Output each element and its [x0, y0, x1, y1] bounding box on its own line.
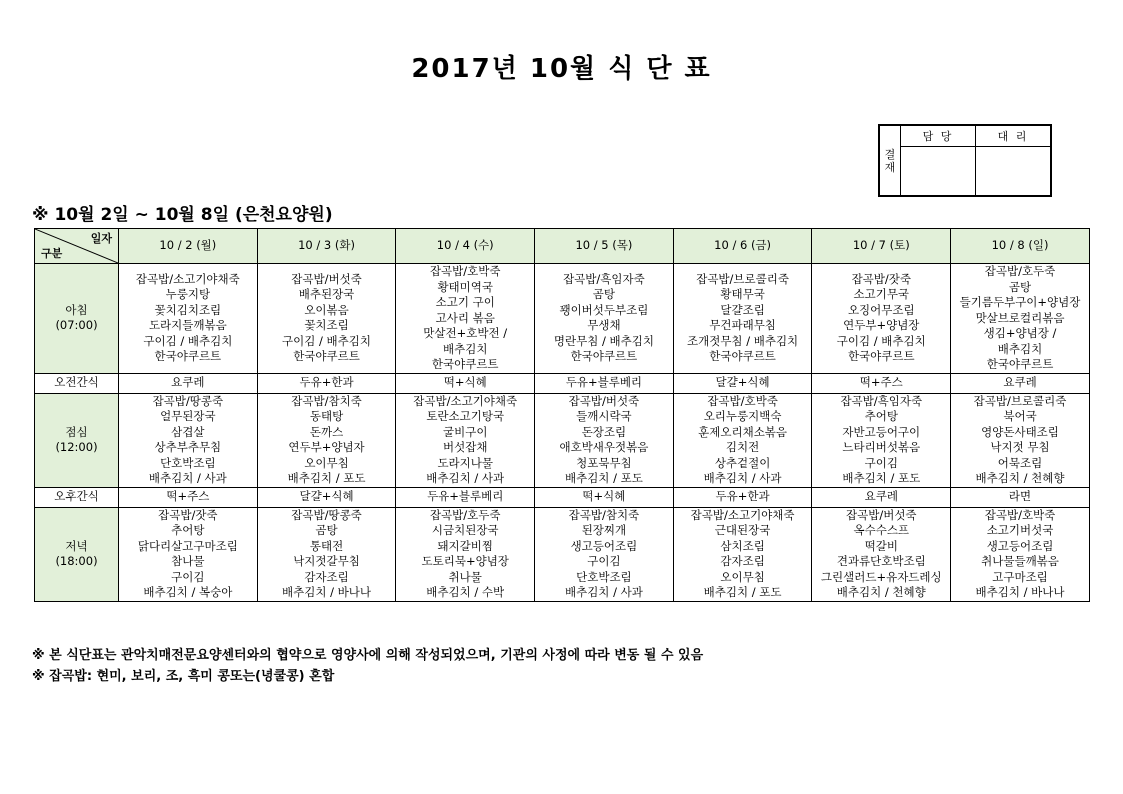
footer-note: ※ 잡곡밥: 현미, 보리, 조, 흑미 콩또는(녕쿨콩) 혼합 [32, 669, 335, 684]
meal-cell [119, 264, 258, 374]
page-title: 2017년 10월 식 단 표 [411, 54, 712, 84]
menu-item: 옥수수스프 [853, 523, 910, 537]
menu-item: 잡곡밥/브로콜리죽 [696, 271, 789, 286]
day-header-cell: 10 / 2 (월) [119, 229, 258, 264]
approval-signature-cell [976, 147, 1051, 196]
menu-item: 배추된장국 [298, 287, 355, 302]
snack-cell: 두유+블루베리 [396, 487, 535, 507]
menu-item: 잡곡밥/소고기야채죽 [135, 271, 240, 286]
snack-cell: 떡+식혜 [396, 373, 535, 393]
meal-cell [396, 393, 535, 487]
menu-item: 잡곡밥/잣죽 [158, 507, 218, 522]
menu-item: 한국야쿠르트 [709, 349, 776, 364]
menu-item: 오이무침 [304, 455, 349, 470]
menu-item: 한국야쿠르트 [986, 357, 1054, 371]
menu-item: 잡곡밥/땅콩죽 [291, 507, 362, 522]
menu-item: 한국야쿠르트 [293, 349, 360, 364]
snack-cell: 두유+한과 [673, 487, 812, 507]
menu-item: 배추김치 [997, 341, 1043, 356]
menu-item: 오리누룽지백숙 [703, 409, 782, 423]
menu-item: 돈까스 [309, 424, 344, 439]
snack-cell: 떡+주스 [119, 487, 258, 507]
day-header-cell: 10 / 6 (금) [673, 229, 812, 264]
meal-cell [812, 393, 951, 487]
snack-cell: 두유+한과 [257, 373, 396, 393]
day-header-cell: 10 / 7 (토) [812, 229, 951, 264]
menu-item: 소고기버섯국 [986, 523, 1054, 537]
meal-cell [257, 393, 396, 487]
menu-item: 배추김치 / 사과 [703, 471, 782, 485]
table-row [35, 487, 1090, 507]
menu-item: 잡곡밥/호박죽 [984, 507, 1056, 522]
menu-item: 곰탕 [1008, 279, 1032, 294]
menu-item: 배추김치 / 포도 [564, 471, 643, 485]
menu-item: 생고등어조림 [570, 538, 638, 553]
menu-item: 황태무국 [720, 287, 765, 302]
meal-cell [396, 507, 535, 601]
menu-item: 배추김치 / 포도 [842, 471, 921, 485]
menu-item: 곰탕 [315, 523, 338, 537]
menu-item: 꽃치김치조림 [154, 302, 222, 317]
menu-item: 감자조림 [720, 554, 765, 568]
menu-item: 무생채 [587, 318, 621, 333]
menu-item: 된장찌개 [581, 523, 627, 537]
menu-item: 구이김 [864, 455, 898, 470]
menu-item: 잡곡밥/호박죽 [429, 264, 501, 278]
menu-item: 잡곡밥/소고기야채죽 [690, 507, 795, 522]
menu-item: 한국야쿠르트 [570, 349, 638, 364]
menu-item: 돼지갈비찜 [437, 538, 493, 553]
menu-item: 달걀조림 [720, 302, 765, 317]
row-label-morning-snack: 오전간식 [35, 373, 119, 393]
day-header-cell: 10 / 5 (목) [535, 229, 674, 264]
menu-item: 상추부추무침 [154, 440, 222, 454]
menu-item: 누룽지탕 [165, 287, 211, 302]
table-row [35, 264, 1090, 374]
menu-item: 잡곡밥/흑임자죽 [563, 271, 645, 286]
snack-cell: 떡+식혜 [535, 487, 674, 507]
menu-item: 생김+양념장 / [983, 326, 1057, 340]
menu-item: 돈장조림 [581, 424, 627, 439]
menu-item: 잡곡밥/잣죽 [851, 271, 911, 286]
menu-item: 곰탕 [592, 287, 616, 302]
menu-item: 참나물 [171, 554, 205, 568]
menu-item: 구이김 / 배추김치 [143, 333, 233, 348]
snack-cell: 두유+블루베리 [535, 373, 674, 393]
period-subtitle: ※ 10월 2일 ~ 10월 8일 (은천요양원) [32, 205, 333, 225]
meal-cell [257, 264, 396, 374]
menu-item: 잡곡밥/버섯죽 [846, 507, 917, 522]
menu-item: 낙지젓갈무침 [293, 554, 360, 568]
approval-table [879, 125, 1051, 196]
row-label-breakfast [35, 264, 119, 374]
meal-cell [119, 507, 258, 601]
meal-cell [673, 507, 812, 601]
menu-item: 들기름두부구이+양념장 [959, 295, 1081, 309]
meal-cell [119, 393, 258, 487]
menu-item: 맛살브로컬리볶음 [975, 310, 1065, 325]
menu-item: 배추김치 / 바나나 [975, 585, 1065, 599]
menu-item: 어묵조림 [997, 455, 1043, 470]
menu-item: 닭다리살고구마조림 [137, 538, 238, 553]
meal-cell [951, 264, 1090, 374]
meal-cell [951, 507, 1090, 601]
menu-table-body [35, 264, 1090, 602]
menu-item: 소고기무국 [853, 287, 910, 302]
meal-cell [535, 264, 674, 374]
menu-item: 꽹이버섯두부조림 [559, 302, 649, 317]
menu-item: 구이김 / 배추김치 [282, 333, 371, 348]
menu-item: 꽃치조림 [304, 318, 349, 333]
menu-item: 고구마조림 [992, 569, 1048, 584]
meal-cell [535, 393, 674, 487]
menu-item: 배추김치 [443, 341, 488, 356]
meal-cell [257, 507, 396, 601]
menu-item: 취나물들깨볶음 [981, 554, 1059, 568]
footer-notes [32, 645, 703, 687]
table-row [35, 373, 1090, 393]
menu-item: 얼무된장국 [160, 409, 216, 423]
menu-item: 배추김치 / 천혜향 [975, 471, 1065, 485]
menu-item: 배추김치 / 포도 [287, 471, 366, 485]
menu-item: 동태탕 [309, 409, 344, 423]
menu-item: 한국야쿠르트 [154, 349, 222, 364]
menu-item: 삼겹살 [171, 424, 205, 439]
menu-item: 취나물 [448, 569, 482, 584]
menu-item: 단호박조림 [160, 455, 216, 470]
menu-item: 애호박새우젓볶음 [559, 440, 649, 454]
row-label-dinner [35, 507, 119, 601]
snack-cell: 요쿠레 [119, 373, 258, 393]
menu-item: 배추김치 / 사과 [564, 585, 643, 599]
menu-item: 잡곡밥/버섯죽 [291, 271, 362, 286]
menu-item: 추어탕 [171, 523, 205, 537]
table-header-row [35, 229, 1090, 264]
snack-cell: 요쿠레 [812, 487, 951, 507]
menu-item: 삼치조림 [720, 538, 765, 553]
approval-signature-cell [901, 147, 976, 196]
snack-cell: 달걀+식혜 [257, 487, 396, 507]
meal-cell [396, 264, 535, 374]
row-label-time: (18:00) [55, 554, 98, 568]
menu-item: 도라지나물 [437, 455, 493, 470]
menu-item: 구이김 / 배추김치 [836, 333, 926, 348]
footer-note: ※ 본 식단표는 관악치매전문요양센터와의 협약으로 영양사에 의해 작성되었으며, 기관의 사정에 따라 변동 될 수 있음 [32, 648, 704, 663]
approval-column-header: 대 리 [976, 126, 1051, 147]
menu-item: 김치전 [725, 440, 760, 454]
menu-item: 배추김치 / 포도 [703, 585, 782, 599]
day-header-cell: 10 / 8 (일) [951, 229, 1090, 264]
menu-item: 배추김치 / 바나나 [282, 585, 371, 599]
menu-item: 배추김치 / 천혜향 [836, 585, 926, 599]
menu-item: 고사리 볶음 [435, 310, 495, 325]
meal-cell [673, 264, 812, 374]
menu-item: 소고기 구이 [435, 295, 495, 309]
meal-cell [812, 507, 951, 601]
menu-table-wrapper [34, 228, 1089, 602]
menu-item: 잡곡밥/흑임자죽 [840, 393, 923, 408]
menu-item: 버섯잡채 [443, 440, 488, 454]
menu-item: 낙지젓 무침 [990, 440, 1050, 454]
menu-item: 잡곡밥/참치죽 [291, 393, 362, 408]
row-label-afternoon-snack: 오후간식 [35, 487, 119, 507]
menu-item: 잡곡밥/땅콩죽 [152, 393, 224, 408]
menu-item: 오이무침 [720, 569, 765, 584]
menu-item: 한국야쿠르트 [431, 357, 499, 371]
menu-item: 북어국 [1003, 409, 1037, 423]
menu-item: 배추김치 / 사과 [148, 471, 227, 485]
menu-item: 배추김치 / 수박 [426, 585, 505, 599]
row-label-text: 아침 [65, 302, 88, 317]
snack-cell: 라면 [951, 487, 1090, 507]
menu-item: 오이볶음 [304, 302, 349, 317]
menu-item: 잡곡밥/소고기야채죽 [413, 393, 518, 408]
row-label-text: 점심 [65, 424, 88, 439]
meal-cell [812, 264, 951, 374]
table-row [35, 393, 1090, 487]
menu-item: 들깨시락국 [576, 409, 632, 423]
menu-item: 도라지들깨볶음 [148, 318, 227, 333]
menu-item: 잡곡밥/참치죽 [568, 507, 640, 522]
menu-item: 청포묵무침 [576, 455, 632, 470]
menu-item: 황태미역국 [437, 279, 493, 294]
menu-item: 생고등어조림 [986, 538, 1054, 553]
corner-label-category: 구분 [41, 246, 63, 260]
meal-cell [535, 507, 674, 601]
approval-column-header: 담 당 [901, 126, 976, 147]
menu-item: 배추김치 / 복숭아 [143, 585, 233, 599]
menu-item: 떡갈비 [864, 538, 898, 553]
menu-item: 잡곡밥/호박죽 [707, 393, 778, 408]
approval-stamp-box [878, 124, 1052, 197]
meal-cell [951, 393, 1090, 487]
menu-item: 잡곡밥/호두죽 [429, 507, 501, 522]
menu-item: 굴비구이 [443, 424, 488, 439]
menu-item: 한국야쿠르트 [847, 349, 915, 364]
menu-item: 영양돈사태조림 [981, 424, 1059, 439]
menu-item: 맛살전+호박전 / [423, 326, 508, 340]
menu-item: 잡곡밥/버섯죽 [568, 393, 640, 408]
menu-item: 연두부+양념자 [288, 440, 365, 454]
corner-label-date: 일자 [90, 232, 112, 245]
menu-item: 잡곡밥/브로콜리죽 [973, 393, 1067, 408]
day-header-cell: 10 / 4 (수) [396, 229, 535, 264]
menu-item: 잡곡밥/호두죽 [984, 264, 1056, 278]
row-label-text: 저녁 [65, 538, 88, 553]
table-row [35, 507, 1090, 601]
approval-label: 결재 [880, 126, 901, 196]
day-header-cell: 10 / 3 (화) [257, 229, 396, 264]
row-label-time: (07:00) [55, 318, 98, 333]
menu-item: 근대된장국 [714, 523, 771, 537]
menu-item: 토란소고기탕국 [426, 409, 505, 423]
menu-item: 상추겉절이 [714, 455, 771, 470]
menu-item: 오징어무조림 [847, 302, 915, 317]
menu-item: 느타리버섯볶음 [842, 440, 921, 454]
menu-item: 단호박조림 [576, 569, 632, 584]
menu-item: 명란무침 / 배추김치 [553, 333, 654, 348]
menu-item: 구이김 [587, 554, 621, 568]
menu-item: 구이김 [171, 569, 205, 584]
menu-item: 자반고등어구이 [842, 424, 921, 439]
menu-item: 무건파래무침 [709, 318, 776, 333]
menu-item: 조개젓무침 / 배추김치 [687, 333, 799, 348]
weekly-menu-table [34, 228, 1090, 602]
menu-item: 감자조림 [304, 569, 349, 584]
menu-item: 그린샐러드+유자드레싱 [820, 569, 942, 584]
menu-item: 훈제오리채소볶음 [698, 424, 788, 439]
snack-cell: 떡+주스 [812, 373, 951, 393]
row-label-time: (12:00) [55, 440, 98, 454]
menu-item: 시금치된장국 [431, 523, 499, 537]
menu-item: 배추김치 / 사과 [426, 471, 505, 485]
corner-header-cell [35, 229, 119, 264]
row-label-lunch [35, 393, 119, 487]
menu-item: 도토리묵+양념장 [421, 554, 509, 568]
snack-cell: 달걀+식혜 [673, 373, 812, 393]
menu-item: 견과류단호박조림 [836, 554, 926, 568]
menu-item: 추어탕 [864, 409, 898, 423]
snack-cell: 요쿠레 [951, 373, 1090, 393]
menu-item: 통태전 [309, 538, 344, 553]
menu-item: 연두부+양념장 [843, 318, 920, 333]
meal-cell [673, 393, 812, 487]
